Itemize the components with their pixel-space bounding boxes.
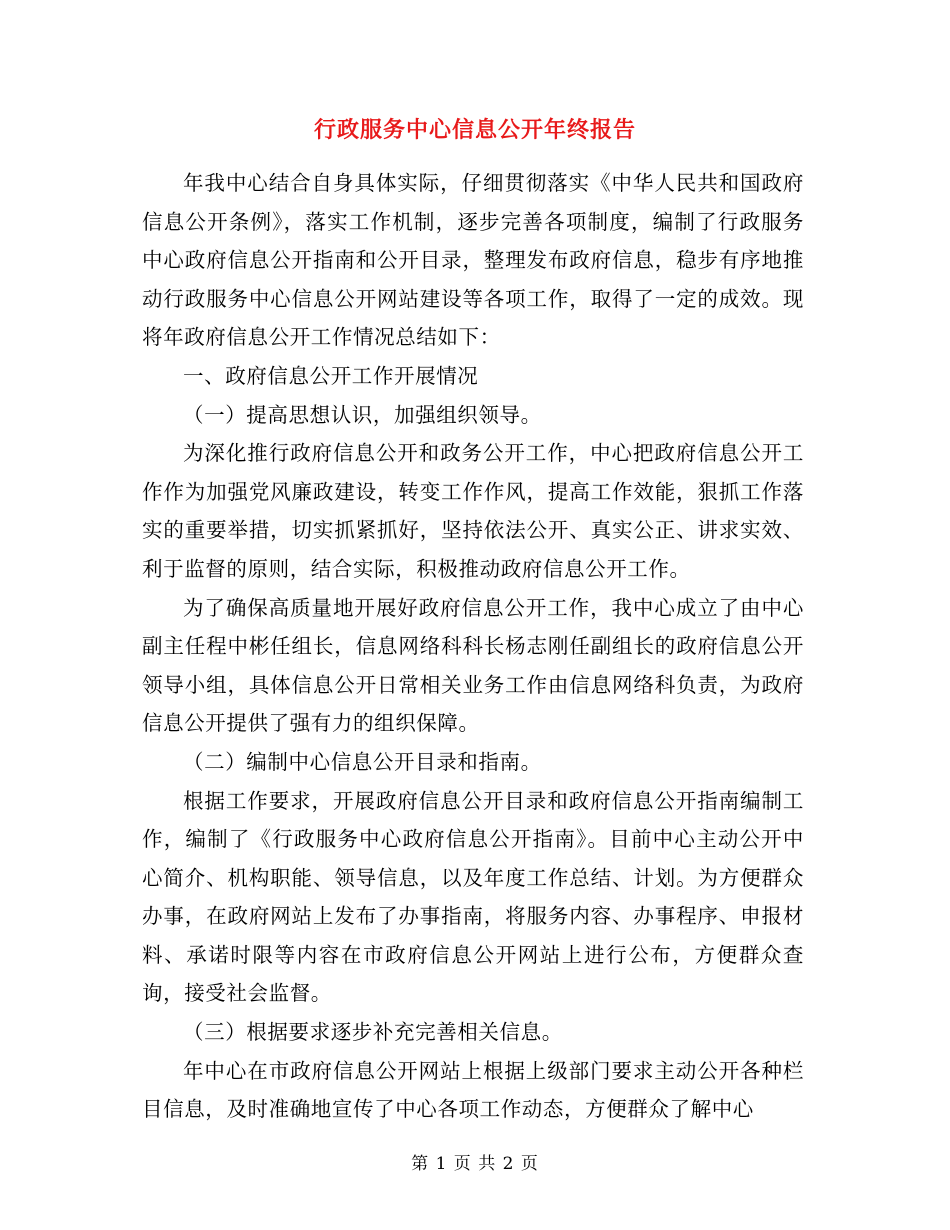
paragraph-1: 为深化推行政府信息公开和政务公开工作，中心把政府信息公开工作作为加强党风廉政建设，转变工作作风，提高工作效能，狠抓工作落实的重要举措，切实抓紧抓好，坚持依法公开、真实公正、讲求实效、利于监督的原则，结合实际，积极推动政府信息公开工作。 xyxy=(142,441,804,581)
page-title: 行政服务中心信息公开年终报告 xyxy=(313,117,636,143)
subsection-heading-3: （三）根据要求逐步补充完善相关信息。 xyxy=(183,1020,563,1045)
paragraph-4: 年中心在市政府信息公开网站上根据上级部门要求主动公开各种栏目信息，及时准确地宣传了中心各项工作动态，方便群众了解中心 xyxy=(142,1058,804,1122)
document-body xyxy=(142,164,804,1129)
subsection-heading-1: （一）提高思想认识，加强组织领导。 xyxy=(183,402,542,427)
subsection-heading-2: （二）编制中心信息公开目录和指南。 xyxy=(183,749,542,774)
page-footer: 第 1 页 共 2 页 xyxy=(411,1154,539,1174)
paragraph-2: 为了确保高质量地开展好政府信息公开工作，我中心成立了由中心副主任程中彬任组长，信息网络科科长杨志刚任副组长的政府信息公开领导小组，具体信息公开日常相关业务工作由信息网络科负责，为政府信息公开提供了强有力的组织保障。 xyxy=(142,595,804,736)
section-heading-1: 一、政府信息公开工作开展情况 xyxy=(183,363,479,388)
paragraph-3: 根据工作要求，开展政府信息公开目录和政府信息公开指南编制工作，编制了《行政服务中心政府信息公开指南》。目前中心主动公开中心简介、机构职能、领导信息，以及年度工作总结、计划。为方便群众办事，在政府网站上发布了办事指南，将服务内容、办事程序、申报材料、承诺时限等内容在市政府信息公开网站上进行公布，方便群众查询，接受社会监督。 xyxy=(142,788,804,1006)
paragraph-intro: 年我中心结合自身具体实际，仔细贯彻落实《中华人民共和国政府信息公开条例》，落实工作机制，逐步完善各项制度，编制了行政服务中心政府信息公开指南和公开目录，整理发布政府信息，稳步有序地推动行政服务中心信息公开网站建设等各项工作，取得了一定的成效。现将年政府信息公开工作情况总结如下： xyxy=(142,171,804,350)
